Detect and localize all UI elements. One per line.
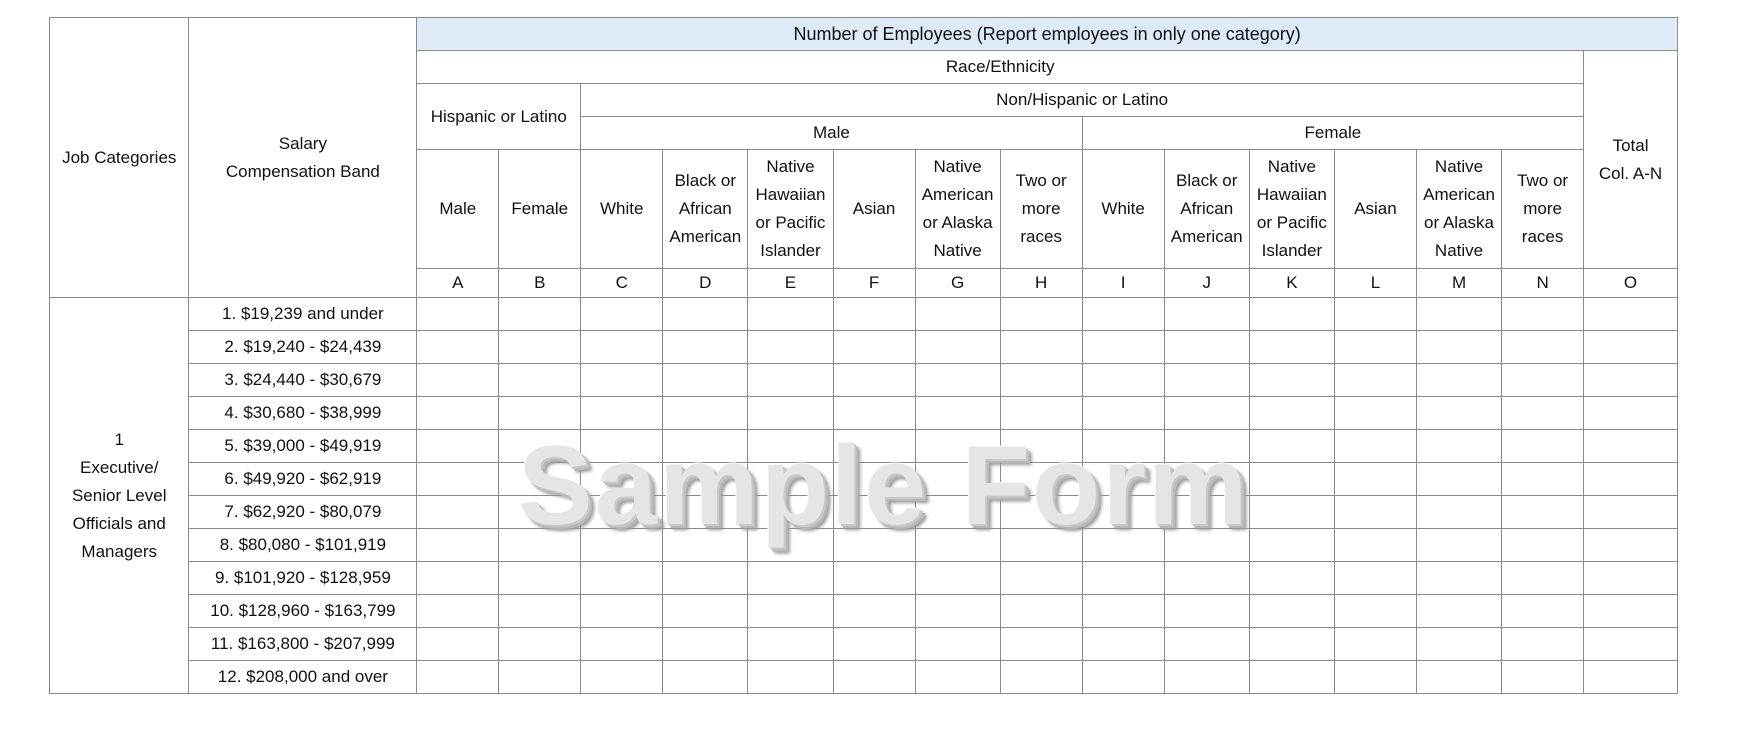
employee-count-cell[interactable] bbox=[417, 562, 499, 595]
employee-count-cell[interactable] bbox=[915, 463, 1000, 496]
employee-count-cell[interactable] bbox=[833, 397, 915, 430]
employee-count-cell[interactable] bbox=[1584, 397, 1678, 430]
employee-count-cell[interactable] bbox=[915, 595, 1000, 628]
employee-count-cell[interactable] bbox=[1584, 331, 1678, 364]
employee-count-cell[interactable] bbox=[1082, 562, 1164, 595]
employee-count-cell[interactable] bbox=[1249, 331, 1334, 364]
employee-count-cell[interactable] bbox=[1249, 595, 1334, 628]
column-label: Native Hawaiian or Pacific Islander bbox=[1249, 150, 1334, 269]
employee-count-cell[interactable] bbox=[1502, 496, 1584, 529]
employee-count-cell[interactable] bbox=[1416, 364, 1501, 397]
employee-count-cell[interactable] bbox=[1502, 397, 1584, 430]
employee-count-cell[interactable] bbox=[1334, 430, 1416, 463]
column-label: Two or more races bbox=[1502, 150, 1584, 269]
employee-count-cell[interactable] bbox=[417, 595, 499, 628]
sample-form-watermark: Sample Form bbox=[518, 423, 1250, 548]
column-letter: B bbox=[499, 269, 581, 298]
employee-count-cell[interactable] bbox=[663, 298, 748, 331]
employee-count-cell[interactable] bbox=[499, 463, 581, 496]
employee-count-cell[interactable] bbox=[417, 364, 499, 397]
employee-count-cell[interactable] bbox=[748, 463, 833, 496]
employee-count-cell[interactable] bbox=[499, 628, 581, 661]
employee-count-cell[interactable] bbox=[1416, 331, 1501, 364]
employee-count-cell[interactable] bbox=[581, 331, 663, 364]
salary-band-label: 3. $24,440 - $30,679 bbox=[189, 364, 417, 397]
employee-count-cell[interactable] bbox=[833, 298, 915, 331]
employee-count-cell[interactable] bbox=[1000, 595, 1082, 628]
column-letter: C bbox=[581, 269, 663, 298]
employee-count-cell[interactable] bbox=[1164, 661, 1249, 694]
table-row bbox=[50, 397, 1678, 430]
employee-count-cell[interactable] bbox=[1164, 529, 1249, 562]
employee-count-cell[interactable] bbox=[1584, 430, 1678, 463]
employee-count-cell[interactable] bbox=[1502, 661, 1584, 694]
employee-count-cell[interactable] bbox=[915, 331, 1000, 364]
employee-count-cell[interactable] bbox=[1502, 562, 1584, 595]
table-title: Number of Employees (Report employees in only one category) bbox=[417, 18, 1678, 51]
column-label: White bbox=[581, 150, 663, 269]
employee-count-cell[interactable] bbox=[1584, 529, 1678, 562]
employee-count-cell[interactable] bbox=[1164, 628, 1249, 661]
employee-count-cell[interactable] bbox=[499, 397, 581, 430]
employee-report-table bbox=[49, 17, 1678, 694]
salary-band-label: 12. $208,000 and over bbox=[189, 661, 417, 694]
table-row bbox=[50, 298, 1678, 331]
employee-count-cell[interactable] bbox=[1164, 430, 1249, 463]
employee-count-cell[interactable] bbox=[833, 430, 915, 463]
job-category-name: Executive/ Senior Level Officials and Managers bbox=[71, 457, 167, 561]
employee-count-cell[interactable] bbox=[1502, 463, 1584, 496]
employee-count-cell[interactable] bbox=[915, 661, 1000, 694]
employee-count-cell[interactable] bbox=[1082, 331, 1164, 364]
column-letter: N bbox=[1502, 269, 1584, 298]
employee-count-cell[interactable] bbox=[663, 430, 748, 463]
table-row bbox=[50, 463, 1678, 496]
employee-count-cell[interactable] bbox=[1082, 430, 1164, 463]
employee-count-cell[interactable] bbox=[1502, 529, 1584, 562]
employee-count-cell[interactable] bbox=[1416, 463, 1501, 496]
employee-count-cell[interactable] bbox=[1334, 529, 1416, 562]
column-letter: G bbox=[915, 269, 1000, 298]
employee-count-cell[interactable] bbox=[663, 628, 748, 661]
salary-band-label: 1. $19,239 and under bbox=[189, 298, 417, 331]
employee-count-cell[interactable] bbox=[833, 463, 915, 496]
employee-count-cell[interactable] bbox=[499, 430, 581, 463]
employee-count-cell[interactable] bbox=[1416, 529, 1501, 562]
employee-count-cell[interactable] bbox=[1082, 595, 1164, 628]
non-hispanic-latino-header: Non/Hispanic or Latino bbox=[581, 84, 1584, 117]
employee-count-cell[interactable] bbox=[1000, 463, 1082, 496]
employee-count-cell[interactable] bbox=[833, 661, 915, 694]
employee-count-cell[interactable] bbox=[748, 595, 833, 628]
employee-count-cell[interactable] bbox=[663, 562, 748, 595]
table-row bbox=[50, 331, 1678, 364]
column-label: Black or African American bbox=[1164, 150, 1249, 269]
employee-count-cell[interactable] bbox=[663, 397, 748, 430]
employee-count-cell[interactable] bbox=[663, 463, 748, 496]
job-categories-header: Job Categories bbox=[50, 18, 189, 298]
employee-count-cell[interactable] bbox=[915, 364, 1000, 397]
employee-count-cell[interactable] bbox=[1249, 298, 1334, 331]
column-letter: K bbox=[1249, 269, 1334, 298]
employee-count-cell[interactable] bbox=[1082, 463, 1164, 496]
column-letter: L bbox=[1334, 269, 1416, 298]
employee-count-cell[interactable] bbox=[1082, 298, 1164, 331]
employee-count-cell[interactable] bbox=[1000, 496, 1082, 529]
employee-count-cell[interactable] bbox=[1416, 562, 1501, 595]
column-letter: I bbox=[1082, 269, 1164, 298]
employee-count-cell[interactable] bbox=[1249, 496, 1334, 529]
employee-count-cell[interactable] bbox=[1584, 661, 1678, 694]
employee-count-cell[interactable] bbox=[1416, 430, 1501, 463]
employee-count-cell[interactable] bbox=[748, 364, 833, 397]
column-letter: J bbox=[1164, 269, 1249, 298]
employee-count-cell[interactable] bbox=[833, 595, 915, 628]
column-letter: H bbox=[1000, 269, 1082, 298]
employee-count-cell[interactable] bbox=[581, 397, 663, 430]
employee-count-cell[interactable] bbox=[915, 430, 1000, 463]
employee-count-cell[interactable] bbox=[581, 364, 663, 397]
employee-count-cell[interactable] bbox=[1502, 628, 1584, 661]
employee-count-cell[interactable] bbox=[1164, 496, 1249, 529]
employee-count-cell[interactable] bbox=[915, 529, 1000, 562]
table-row bbox=[50, 562, 1678, 595]
column-label: Asian bbox=[1334, 150, 1416, 269]
employee-count-cell[interactable] bbox=[1164, 595, 1249, 628]
employee-count-cell[interactable] bbox=[417, 628, 499, 661]
employee-count-cell[interactable] bbox=[1584, 595, 1678, 628]
employee-count-cell[interactable] bbox=[1334, 628, 1416, 661]
column-label: Male bbox=[417, 150, 499, 269]
employee-count-cell[interactable] bbox=[499, 661, 581, 694]
employee-count-cell[interactable] bbox=[1502, 298, 1584, 331]
employee-count-cell[interactable] bbox=[833, 529, 915, 562]
employee-count-cell[interactable] bbox=[915, 628, 1000, 661]
employee-count-cell[interactable] bbox=[499, 364, 581, 397]
employee-count-cell[interactable] bbox=[1082, 628, 1164, 661]
employee-count-cell[interactable] bbox=[499, 562, 581, 595]
salary-band-label: 4. $30,680 - $38,999 bbox=[189, 397, 417, 430]
employee-count-cell[interactable] bbox=[1502, 331, 1584, 364]
employee-count-cell[interactable] bbox=[915, 298, 1000, 331]
employee-count-cell[interactable] bbox=[833, 562, 915, 595]
employee-count-cell[interactable] bbox=[748, 496, 833, 529]
employee-count-cell[interactable] bbox=[1502, 595, 1584, 628]
employee-count-cell[interactable] bbox=[581, 595, 663, 628]
employee-count-cell[interactable] bbox=[1164, 298, 1249, 331]
employee-count-cell[interactable] bbox=[1164, 463, 1249, 496]
employee-count-cell[interactable] bbox=[1502, 430, 1584, 463]
column-label: Asian bbox=[833, 150, 915, 269]
employee-count-cell[interactable] bbox=[1249, 562, 1334, 595]
employee-count-cell[interactable] bbox=[1000, 298, 1082, 331]
employee-count-cell[interactable] bbox=[581, 529, 663, 562]
employee-count-cell[interactable] bbox=[1249, 397, 1334, 430]
employee-count-cell[interactable] bbox=[581, 496, 663, 529]
employee-count-cell[interactable] bbox=[915, 562, 1000, 595]
column-label: Two or more races bbox=[1000, 150, 1082, 269]
column-label: Native American or Alaska Native bbox=[1416, 150, 1501, 269]
table-row bbox=[50, 430, 1678, 463]
salary-band-label: 6. $49,920 - $62,919 bbox=[189, 463, 417, 496]
employee-count-cell[interactable] bbox=[1164, 331, 1249, 364]
employee-count-cell[interactable] bbox=[499, 496, 581, 529]
employee-count-cell[interactable] bbox=[833, 364, 915, 397]
employee-count-cell[interactable] bbox=[499, 298, 581, 331]
table-row bbox=[50, 364, 1678, 397]
employee-count-cell[interactable] bbox=[1000, 529, 1082, 562]
employee-count-cell[interactable] bbox=[581, 661, 663, 694]
male-group-header: Male bbox=[581, 117, 1082, 150]
employee-count-cell[interactable] bbox=[1082, 661, 1164, 694]
employee-count-cell[interactable] bbox=[417, 430, 499, 463]
salary-band-label: 10. $128,960 - $163,799 bbox=[189, 595, 417, 628]
table-row bbox=[50, 529, 1678, 562]
employee-count-cell[interactable] bbox=[1249, 430, 1334, 463]
employee-count-cell[interactable] bbox=[748, 529, 833, 562]
employee-count-cell[interactable] bbox=[1000, 397, 1082, 430]
employee-count-cell[interactable] bbox=[1082, 496, 1164, 529]
employee-count-cell[interactable] bbox=[499, 529, 581, 562]
employee-count-cell[interactable] bbox=[748, 331, 833, 364]
employee-count-cell[interactable] bbox=[1164, 397, 1249, 430]
employee-count-cell[interactable] bbox=[1584, 463, 1678, 496]
employee-count-cell[interactable] bbox=[1334, 463, 1416, 496]
total-column-letter: O bbox=[1584, 269, 1678, 298]
employee-count-cell[interactable] bbox=[1584, 298, 1678, 331]
employee-count-cell[interactable] bbox=[581, 298, 663, 331]
employee-count-cell[interactable] bbox=[1082, 397, 1164, 430]
employee-count-cell[interactable] bbox=[417, 463, 499, 496]
job-category-cell bbox=[50, 298, 189, 694]
column-letter: M bbox=[1416, 269, 1501, 298]
employee-count-cell[interactable] bbox=[1416, 661, 1501, 694]
employee-count-cell[interactable] bbox=[1334, 496, 1416, 529]
employee-count-cell[interactable] bbox=[748, 430, 833, 463]
table-row bbox=[50, 496, 1678, 529]
employee-count-cell[interactable] bbox=[499, 331, 581, 364]
employee-count-cell[interactable] bbox=[663, 595, 748, 628]
salary-band-label: 7. $62,920 - $80,079 bbox=[189, 496, 417, 529]
employee-count-cell[interactable] bbox=[663, 364, 748, 397]
column-letter: D bbox=[663, 269, 748, 298]
employee-count-cell[interactable] bbox=[1164, 364, 1249, 397]
column-label: White bbox=[1082, 150, 1164, 269]
employee-count-cell[interactable] bbox=[1000, 628, 1082, 661]
employee-count-cell[interactable] bbox=[1334, 562, 1416, 595]
salary-band-header: Salary Compensation Band bbox=[189, 18, 417, 298]
employee-count-cell[interactable] bbox=[1334, 661, 1416, 694]
employee-count-cell[interactable] bbox=[417, 529, 499, 562]
employee-count-cell[interactable] bbox=[499, 595, 581, 628]
female-group-header: Female bbox=[1082, 117, 1583, 150]
employee-count-cell[interactable] bbox=[1416, 298, 1501, 331]
employee-count-cell[interactable] bbox=[1334, 298, 1416, 331]
employee-count-cell[interactable] bbox=[1000, 364, 1082, 397]
employee-count-cell[interactable] bbox=[1164, 562, 1249, 595]
employee-count-cell[interactable] bbox=[581, 430, 663, 463]
salary-band-label: 8. $80,080 - $101,919 bbox=[189, 529, 417, 562]
employee-count-cell[interactable] bbox=[748, 628, 833, 661]
column-letter: E bbox=[748, 269, 833, 298]
employee-count-cell[interactable] bbox=[1082, 529, 1164, 562]
employee-count-cell[interactable] bbox=[581, 562, 663, 595]
employee-count-cell[interactable] bbox=[417, 661, 499, 694]
employee-count-cell[interactable] bbox=[1000, 562, 1082, 595]
employee-count-cell[interactable] bbox=[417, 331, 499, 364]
employee-count-cell[interactable] bbox=[1249, 661, 1334, 694]
salary-band-label: 2. $19,240 - $24,439 bbox=[189, 331, 417, 364]
employee-count-cell[interactable] bbox=[1334, 397, 1416, 430]
race-ethnicity-header: Race/Ethnicity bbox=[417, 51, 1584, 84]
job-category-number: 1 bbox=[114, 429, 124, 449]
column-label: Female bbox=[499, 150, 581, 269]
employee-count-cell[interactable] bbox=[663, 496, 748, 529]
employee-count-cell[interactable] bbox=[1082, 364, 1164, 397]
salary-band-label: 5. $39,000 - $49,919 bbox=[189, 430, 417, 463]
salary-band-label: 9. $101,920 - $128,959 bbox=[189, 562, 417, 595]
employee-count-cell[interactable] bbox=[663, 331, 748, 364]
employee-count-cell[interactable] bbox=[833, 496, 915, 529]
employee-count-cell[interactable] bbox=[1584, 562, 1678, 595]
salary-band-label: 11. $163,800 - $207,999 bbox=[189, 628, 417, 661]
employee-count-cell[interactable] bbox=[748, 397, 833, 430]
table-row bbox=[50, 661, 1678, 694]
employee-count-cell[interactable] bbox=[833, 331, 915, 364]
employee-count-cell[interactable] bbox=[1584, 628, 1678, 661]
employee-count-cell[interactable] bbox=[417, 496, 499, 529]
employee-count-cell[interactable] bbox=[1584, 496, 1678, 529]
column-letter: F bbox=[833, 269, 915, 298]
employee-count-cell[interactable] bbox=[1249, 364, 1334, 397]
employee-count-cell[interactable] bbox=[581, 628, 663, 661]
employee-count-cell[interactable] bbox=[748, 298, 833, 331]
hispanic-latino-header: Hispanic or Latino bbox=[417, 84, 581, 150]
employee-count-cell[interactable] bbox=[1249, 463, 1334, 496]
employee-count-cell[interactable] bbox=[748, 562, 833, 595]
employee-count-cell[interactable] bbox=[1502, 364, 1584, 397]
employee-count-cell[interactable] bbox=[1249, 628, 1334, 661]
employee-count-cell[interactable] bbox=[915, 397, 1000, 430]
employee-count-cell[interactable] bbox=[1334, 595, 1416, 628]
employee-count-cell[interactable] bbox=[417, 397, 499, 430]
total-header: Total Col. A-N bbox=[1584, 51, 1678, 269]
employee-count-cell[interactable] bbox=[417, 298, 499, 331]
column-label: Native American or Alaska Native bbox=[915, 150, 1000, 269]
column-label: Native Hawaiian or Pacific Islander bbox=[748, 150, 833, 269]
employee-count-cell[interactable] bbox=[1334, 364, 1416, 397]
employee-count-cell[interactable] bbox=[833, 628, 915, 661]
employee-count-cell[interactable] bbox=[1416, 628, 1501, 661]
employee-count-cell[interactable] bbox=[1416, 595, 1501, 628]
employee-count-cell[interactable] bbox=[1249, 529, 1334, 562]
employee-count-cell[interactable] bbox=[1000, 331, 1082, 364]
employee-count-cell[interactable] bbox=[1416, 397, 1501, 430]
employee-count-cell[interactable] bbox=[1334, 331, 1416, 364]
employee-count-cell[interactable] bbox=[663, 529, 748, 562]
employee-count-cell[interactable] bbox=[748, 661, 833, 694]
employee-count-cell[interactable] bbox=[1416, 496, 1501, 529]
employee-count-cell[interactable] bbox=[915, 496, 1000, 529]
employee-count-cell[interactable] bbox=[1000, 661, 1082, 694]
employee-count-cell[interactable] bbox=[663, 661, 748, 694]
employee-count-cell[interactable] bbox=[1584, 364, 1678, 397]
table-row bbox=[50, 628, 1678, 661]
employee-count-cell[interactable] bbox=[1000, 430, 1082, 463]
column-label: Black or African American bbox=[663, 150, 748, 269]
column-letter: A bbox=[417, 269, 499, 298]
employee-count-cell[interactable] bbox=[581, 463, 663, 496]
table-row bbox=[50, 595, 1678, 628]
